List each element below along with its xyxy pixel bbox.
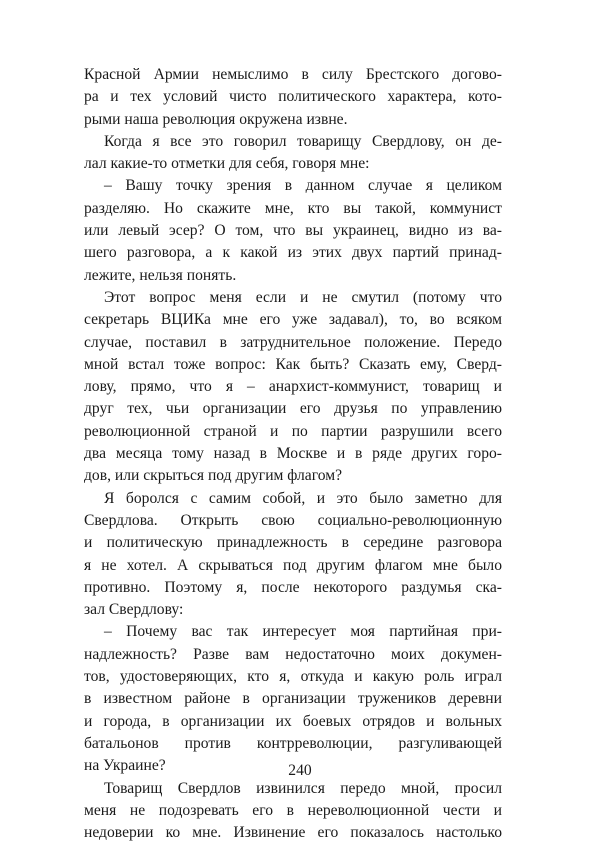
text-line: ра и тех условий чисто политического характера, кото- xyxy=(84,88,502,106)
text-line: два месяца тому назад в Москве и в ряде других горо- xyxy=(84,445,502,463)
text-line: в известном районе в организации тружеников деревни xyxy=(84,690,502,708)
text-line: – Вашу точку зрения в данном случае я целиком xyxy=(104,177,502,195)
text-line: я не хотел. А скрываться под другим флагом мне было xyxy=(84,556,502,574)
text-line: Товарищ Свердлов извинился передо мной, просил xyxy=(104,779,502,797)
text-line: лал какие-то отметки для себя, говоря мне: xyxy=(84,155,370,173)
text-line: Когда я все это говорил товарищу Свердлову, он де- xyxy=(104,132,502,150)
page-number: 240 xyxy=(288,762,312,779)
text-line: друг тех, чьи организации его друзья по управлению xyxy=(84,400,502,418)
text-line: Свердлова. Открыть свою социально-революционную xyxy=(84,511,502,529)
text-line: меня не подозревать его в нереволюционной чести и xyxy=(84,801,502,819)
text-line: случае, поставил в затруднительное положение. Передо xyxy=(84,333,502,351)
text-line: Этот вопрос меня если и не смутил (потому что xyxy=(104,288,502,306)
text-line: секретарь ВЦИКа мне его уже задавал), то, во всяком xyxy=(84,311,502,329)
text-line: надлежность? Разве вам недостаточно моих докумен- xyxy=(84,645,502,663)
text-line: – Почему вас так интересует моя партийная при- xyxy=(104,623,502,641)
text-line: шего разговора, а к какой из этих двух партий принад- xyxy=(84,244,502,262)
body-text xyxy=(84,64,502,844)
text-line: лову, прямо, что я – анархист-коммунист, товарищ и xyxy=(84,378,502,396)
text-line: Красной Армии немыслимо в силу Брестского догово- xyxy=(84,66,502,83)
text-line: мной встал тоже вопрос: Как быть? Сказать ему, Сверд- xyxy=(84,355,502,373)
text-line: лежите, нельзя понять. xyxy=(84,266,237,284)
text-line: революционной страной и по партии разрушили всего xyxy=(84,422,502,440)
text-line: тов, удостоверяющих, кто я, откуда и какую роль играл xyxy=(84,668,502,686)
text-line: или левый эсер? О том, что вы украинец, видно из ва- xyxy=(84,222,502,240)
text-line: и города, в организации их боевых отрядов и вольных xyxy=(84,712,502,730)
text-line: зал Свердлову: xyxy=(84,601,184,619)
text-line: дов, или скрыться под другим флагом? xyxy=(84,467,343,485)
text-line: рыми наша революция окружена извне. xyxy=(84,110,348,128)
text-line: на Украине? xyxy=(84,757,166,775)
text-line: батальонов против контрреволюции, разгуливающей xyxy=(84,734,502,752)
text-line: Я боролся с самим собой, и это было заметно для xyxy=(104,489,502,507)
text-line: и политическую принадлежность в середине разговора xyxy=(84,534,502,552)
text-line: противно. Поэтому я, после некоторого раздумья ска- xyxy=(84,578,502,596)
text-line: разделяю. Но скажите мне, кто вы такой, коммунист xyxy=(84,199,502,217)
text-line: недоверии ко мне. Извинение его показалось настолько xyxy=(84,824,502,842)
